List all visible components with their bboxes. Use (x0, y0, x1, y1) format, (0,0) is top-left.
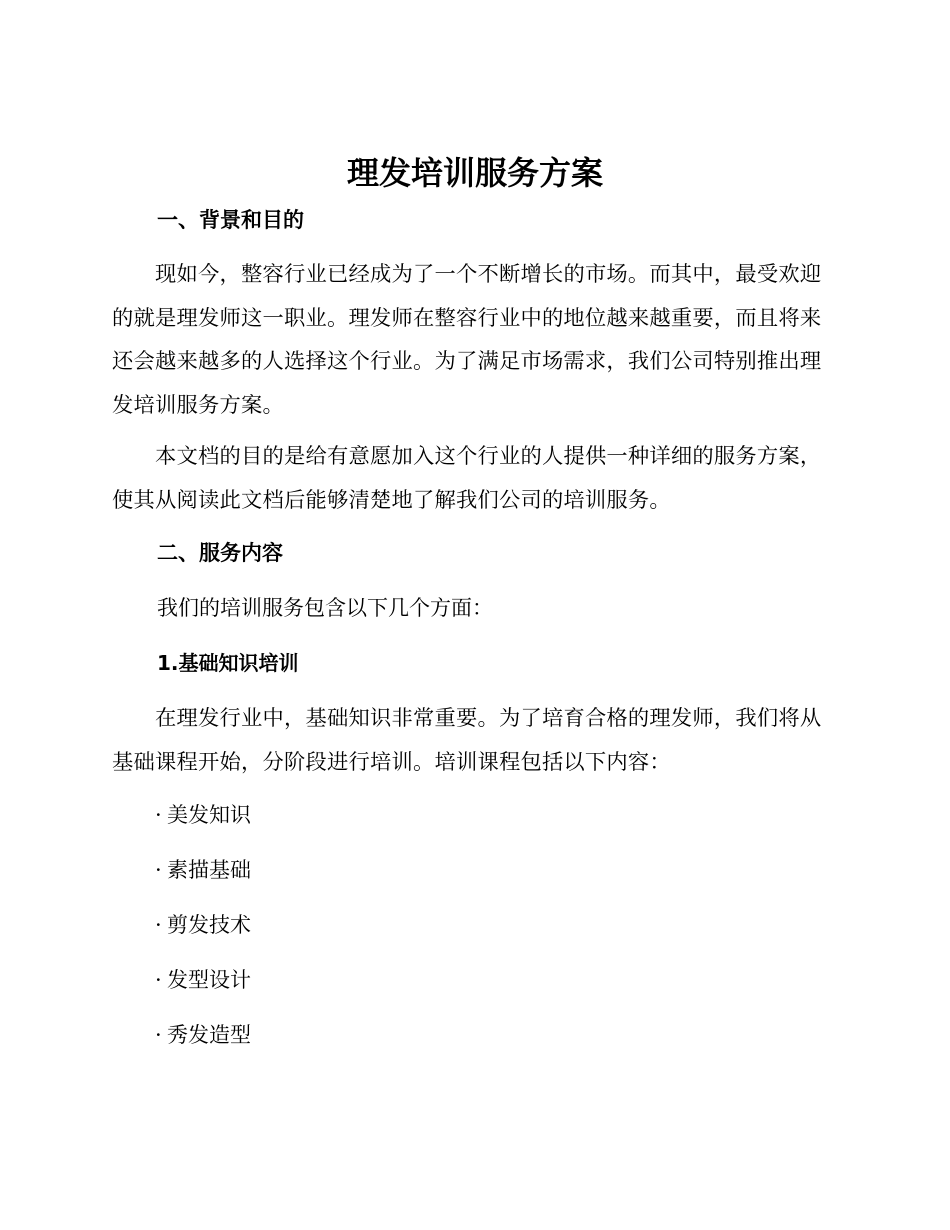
list-item-text: 秀发造型 (167, 1023, 251, 1047)
list-item (155, 910, 251, 940)
service-intro: 我们的培训服务包含以下几个方面： (157, 596, 493, 620)
section-heading-background: 一、背景和目的 (157, 208, 304, 232)
list-item (155, 800, 251, 830)
paragraph-basic-knowledge: 在理发行业中，基础知识非常重要。为了培育合格的理发师，我们将从基础课程开始，分阶段进行培训。培训课程包括以下内容： (112, 706, 822, 775)
list-item-text: 素描基础 (167, 858, 251, 882)
bullet-marker: · (155, 913, 162, 937)
section-heading-service-content: 二、服务内容 (157, 541, 283, 565)
list-item (155, 1020, 251, 1050)
bullet-marker: · (155, 968, 162, 992)
list-item (155, 855, 251, 885)
subsection-heading-basic-knowledge: 1.基础知识培训 (157, 651, 299, 675)
bullet-marker: · (155, 858, 162, 882)
bullet-marker: · (155, 803, 162, 827)
paragraph-background: 现如今，整容行业已经成为了一个不断增长的市场。而其中，最受欢迎的就是理发师这一职业。理发师在整容行业中的地位越来越重要，而且将来还会越来越多的人选择这个行业。为了满足市场需求，我们公司特别推出理发培训服务方案。 (112, 262, 822, 418)
document-title: 理发培训服务方案 (346, 154, 603, 192)
list-item-text: 美发知识 (167, 803, 251, 827)
list-item (155, 965, 251, 995)
list-item-text: 发型设计 (167, 968, 251, 992)
paragraph-purpose: 本文档的目的是给有意愿加入这个行业的人提供一种详细的服务方案，使其从阅读此文档后能够清楚地了解我们公司的培训服务。 (112, 444, 822, 513)
bullet-marker: · (155, 1023, 162, 1047)
list-item-text: 剪发技术 (167, 913, 251, 937)
